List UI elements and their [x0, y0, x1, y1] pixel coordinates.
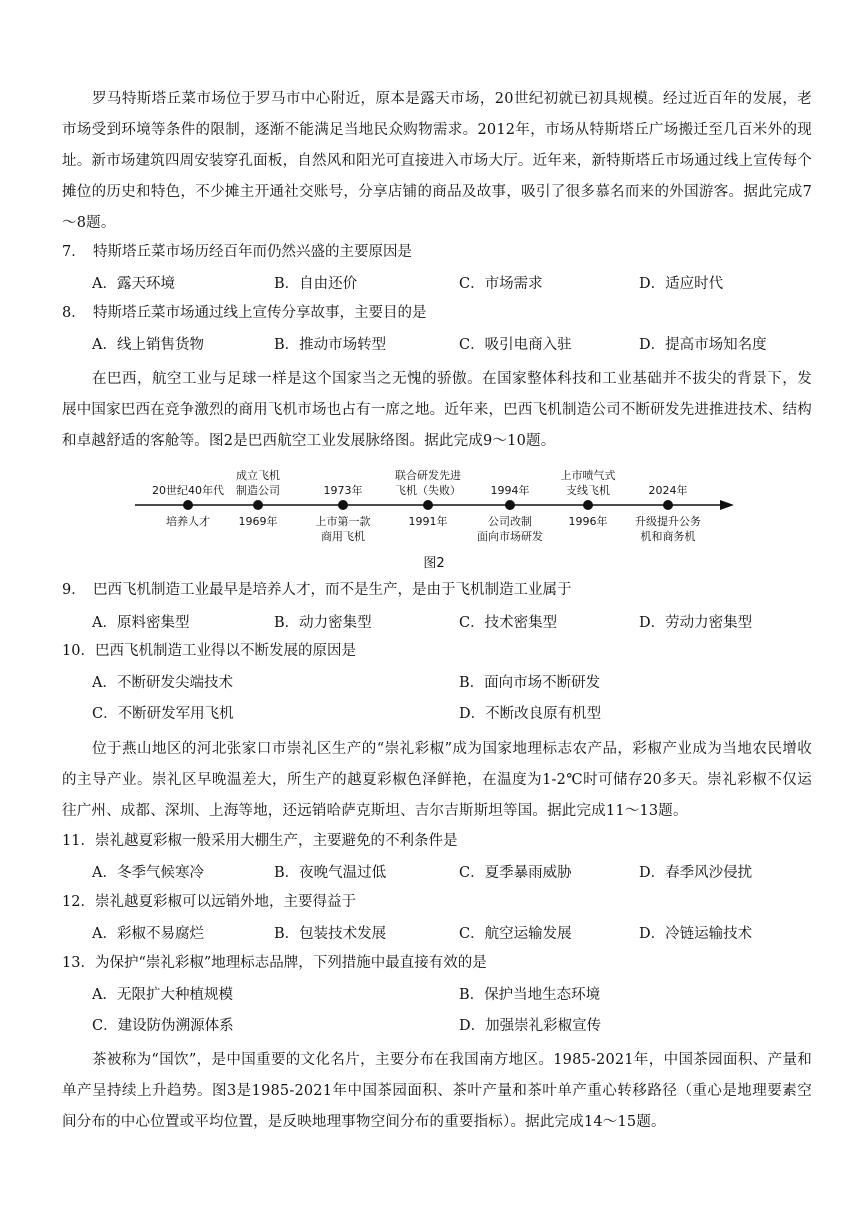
passage-9-10: 在巴西，航空工业与足球一样是这个国家当之无愧的骄傲。在国家整体科技和工业基础并不拔尖的背景下，发展中国家巴西在竞争激烈的商用飞机市场也占有一席之地。近年来，巴西飞机制造公司不断研发先进推进技术、结构和卓越舒适的客舱等。图2是巴西航空工业发展脉络图。据此完成9～10题。: [62, 371, 812, 449]
option-d[interactable]: D．劳动力密集型: [639, 615, 753, 631]
passage-14-15: 茶被称为“国饮”，是中国重要的文化名片，主要分布在我国南方地区。1985-2021年，中国茶园面积、产量和单产呈持续上升趋势。图3是1985-2021年中国茶园面积、茶叶产量和茶叶单产重心转移路径（重心是地理要素空间分布的中心位置或平均位置，是反映地理事物空间分布的重要指标）。据此完成14～15题。: [62, 1052, 812, 1130]
option-c[interactable]: C．市场需求: [459, 276, 543, 292]
option-c[interactable]: C．技术密集型: [459, 615, 558, 631]
question-13-options-row1: [92, 983, 812, 1005]
option-c[interactable]: C．夏季暴雨威胁: [459, 865, 572, 881]
option-a[interactable]: A．无限扩大种植规模: [92, 987, 233, 1003]
timeline-dot: [663, 500, 673, 510]
option-c[interactable]: C．建设防伪溯源体系: [92, 1018, 234, 1034]
question-10: 10．巴西飞机制造工业得以不断发展的原因是: [62, 643, 356, 659]
timeline-label-above: 1973年: [323, 484, 363, 497]
option-d[interactable]: D．冷链运输技术: [639, 926, 753, 942]
option-c[interactable]: C．航空运输发展: [459, 926, 572, 942]
question-9-options: [92, 611, 812, 633]
option-c[interactable]: C．不断研发军用飞机: [92, 706, 234, 722]
timeline-dot: [505, 500, 515, 510]
timeline-label-below: 1991年: [408, 515, 448, 528]
question-12-options: [92, 922, 812, 944]
timeline-label-above: 联合研发先进 飞机（失败）: [395, 469, 461, 497]
option-d[interactable]: D．加强崇礼彩椒宣传: [459, 1018, 602, 1034]
option-a[interactable]: A．冬季气候寒冷: [92, 865, 204, 881]
option-b[interactable]: B．保护当地生态环境: [459, 987, 601, 1003]
option-d[interactable]: D．适应时代: [639, 276, 724, 292]
question-11-options: [92, 861, 812, 883]
question-13-options-row2: [92, 1014, 812, 1036]
timeline-dot: [423, 500, 433, 510]
timeline-label-below: 1996年: [568, 515, 608, 528]
option-b[interactable]: B．自由还价: [274, 276, 358, 292]
option-d[interactable]: D．不断改良原有机型: [459, 706, 602, 722]
question-12: 12．崇礼越夏彩椒可以远销外地，主要得益于: [62, 894, 356, 910]
timeline-dot: [583, 500, 593, 510]
timeline-label-below: 公司改制 面向市场研发: [477, 515, 543, 543]
option-d[interactable]: D．提高市场知名度: [639, 337, 767, 353]
passage-7-8: 罗马特斯塔丘菜市场位于罗马市中心附近，原本是露天市场，20世纪初就已初具规模。经过近百年的发展，老市场受到环境等条件的限制，逐渐不能满足当地民众购物需求。2012年，市场从特斯塔丘广场搬迁至几百米外的现址。新市场建筑四周安装穿孔面板，自然风和阳光可直接进入市场大厅。近年来，新特斯塔丘市场通过线上宣传每个摊位的历史和特色，不少摊主开通社交账号，分享店铺的商品及故事，吸引了很多慕名而来的外国游客。据此完成7～8题。: [62, 91, 812, 231]
timeline-label-below: 培养人才: [166, 515, 210, 528]
option-b[interactable]: B．包装技术发展: [274, 926, 387, 942]
option-b[interactable]: B．推动市场转型: [274, 337, 387, 353]
option-d[interactable]: D．春季风沙侵扰: [639, 865, 753, 881]
option-c[interactable]: C．吸引电商入驻: [459, 337, 572, 353]
question-8: 8． 特斯塔丘菜市场通过线上宣传分享故事，主要目的是: [62, 305, 427, 321]
option-a[interactable]: A．不断研发尖端技术: [92, 675, 233, 691]
timeline-label-below: 升级提升公务 机和商务机: [635, 515, 701, 543]
timeline-label-above: 上市喷气式 支线飞机: [560, 469, 616, 497]
option-a[interactable]: A．彩椒不易腐烂: [92, 926, 204, 942]
option-a[interactable]: A．原料密集型: [92, 615, 190, 631]
timeline-label-above: 1994年: [490, 484, 530, 497]
question-10-options-row1: [92, 671, 812, 693]
question-11: 11．崇礼越夏彩椒一般采用大棚生产，主要避免的不利条件是: [62, 833, 458, 849]
question-9: 9． 巴西飞机制造工业最早是培养人才，而不是生产，是由于飞机制造工业属于: [62, 582, 572, 598]
timeline-label-above: 2024年: [648, 484, 688, 497]
timeline-dot: [183, 500, 193, 510]
timeline-dot: [338, 500, 348, 510]
question-13: 13．为保护“崇礼彩椒”地理标志品牌，下列措施中最直接有效的是: [62, 955, 487, 971]
option-a[interactable]: A．露天环境: [92, 276, 175, 292]
figure-2-caption: 图2: [423, 556, 445, 571]
timeline-label-below: 1969年: [238, 515, 278, 528]
timeline-arrow: [720, 500, 734, 510]
timeline-dot: [253, 500, 263, 510]
timeline-label-above: 20世纪40年代: [152, 484, 224, 497]
question-7: 7． 特斯塔丘菜市场历经百年而仍然兴盛的主要原因是: [62, 244, 412, 260]
option-b[interactable]: B．夜晚气温过低: [274, 865, 387, 881]
question-10-options-row2: [92, 702, 812, 724]
timeline-label-above: 成立飞机 制造公司: [236, 469, 280, 497]
question-8-options: [92, 333, 812, 355]
question-7-options: [92, 272, 812, 294]
option-b[interactable]: B．动力密集型: [274, 615, 372, 631]
option-a[interactable]: A．线上销售货物: [92, 337, 204, 353]
option-b[interactable]: B．面向市场不断研发: [459, 675, 601, 691]
timeline-label-below: 上市第一款 商用飞机: [315, 515, 371, 543]
passage-11-13: 位于燕山地区的河北张家口市崇礼区生产的“崇礼彩椒”成为国家地理标志农产品，彩椒产业成为当地农民增收的主导产业。崇礼区早晚温差大，所生产的越夏彩椒色泽鲜艳，在温度为1-2℃时可储存20多天。崇礼彩椒不仅运往广州、成都、深圳、上海等地，还远销哈萨克斯坦、吉尔吉斯斯坦等国。据此完成11～13题。: [62, 741, 812, 819]
